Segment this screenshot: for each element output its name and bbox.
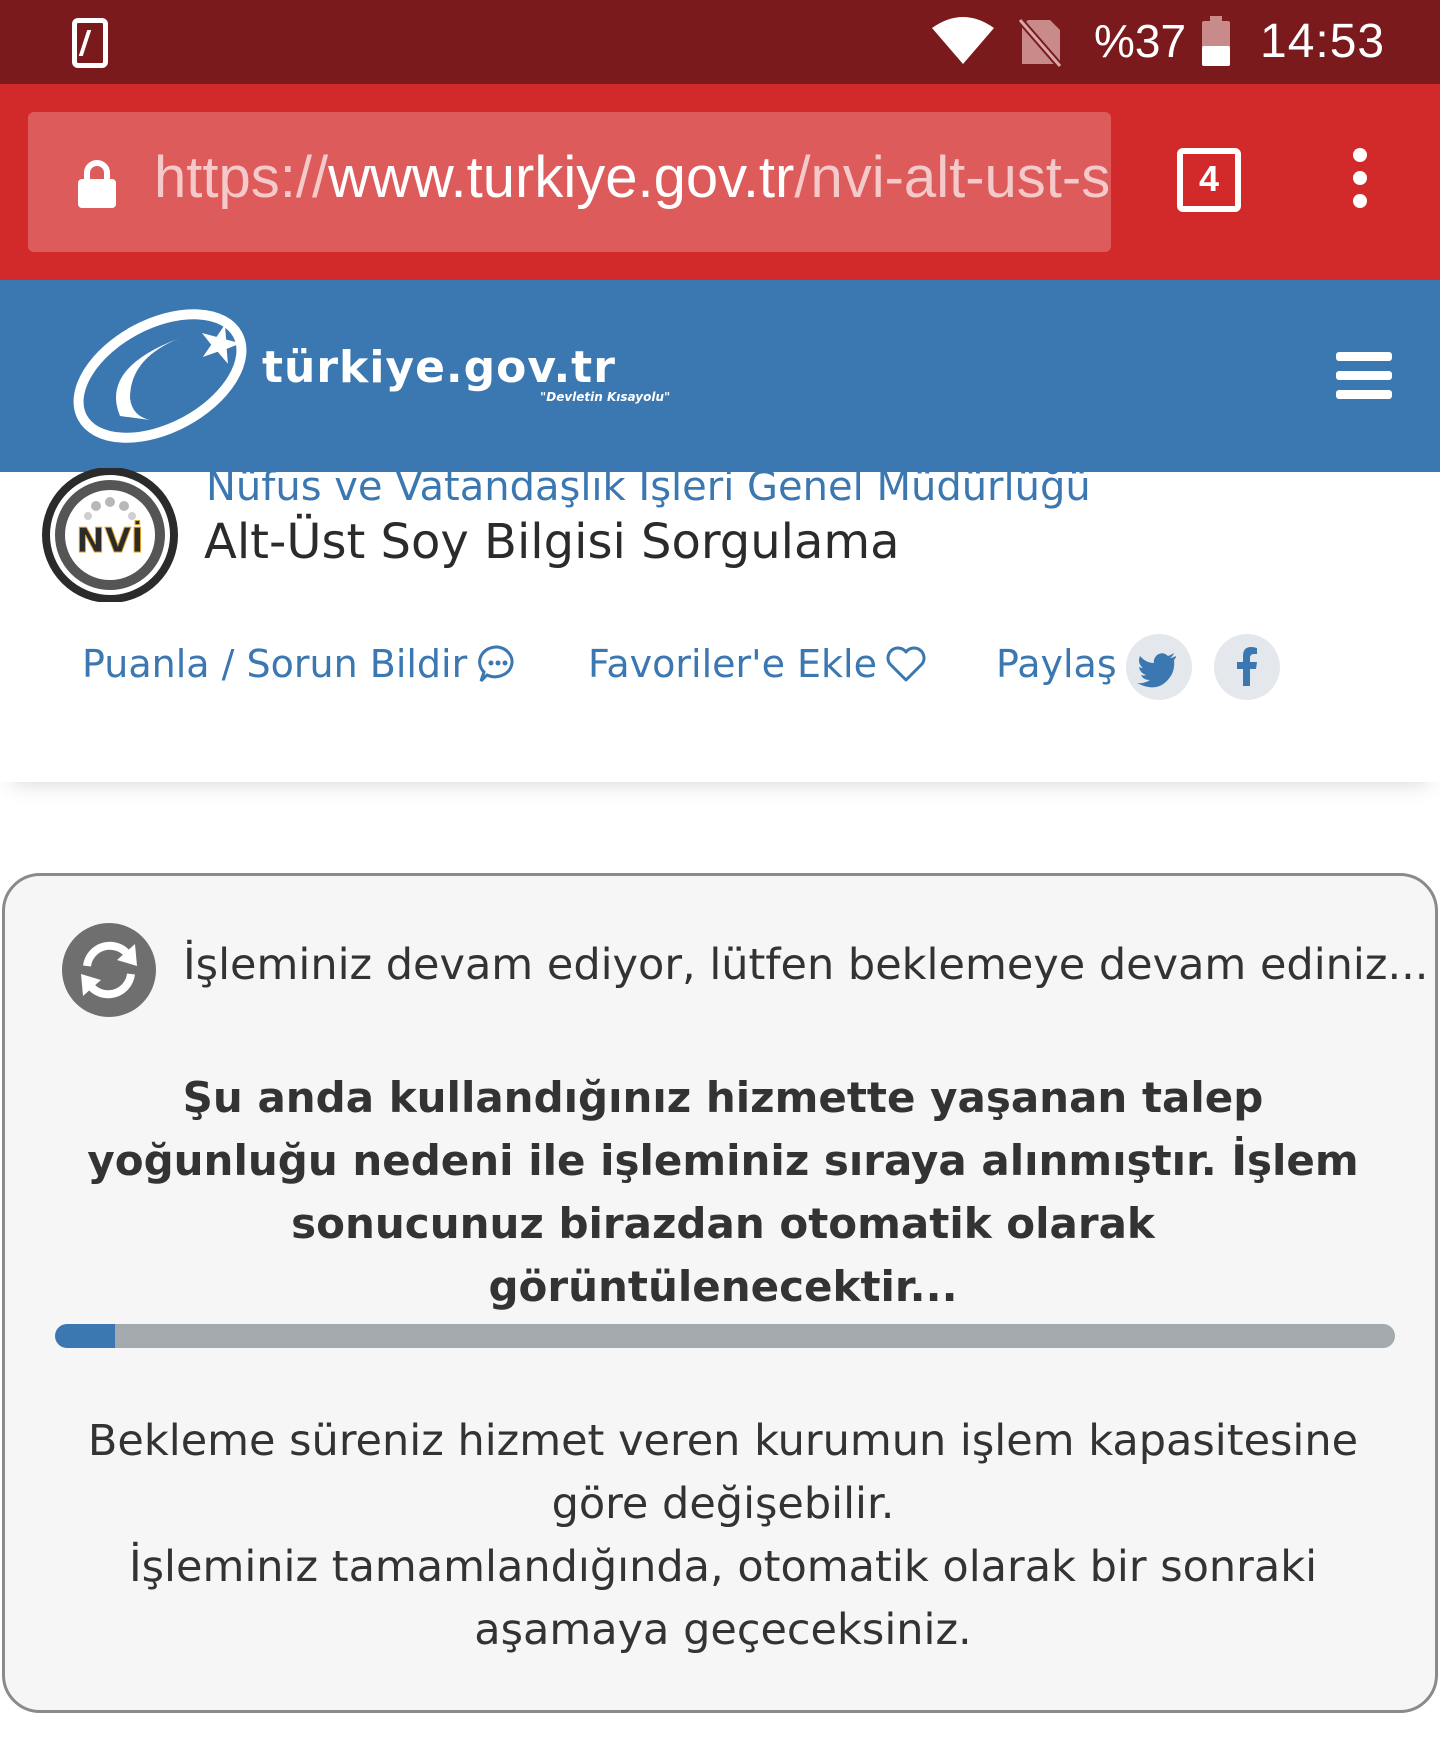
refresh-icon [61, 922, 157, 1018]
site-tagline: "Devletin Kısayolu" [540, 390, 671, 404]
service-header [0, 464, 1440, 782]
turkiye-gov-logo-icon[interactable] [60, 298, 260, 458]
battery-percent: %37 [1094, 15, 1187, 67]
service-actions [0, 642, 1440, 722]
facebook-icon [1214, 634, 1280, 700]
nvi-logo-text: NVİ [76, 521, 144, 561]
organization-link[interactable]: Nüfus ve Vatandaşlık İşleri Genel Müdürlüğü [206, 464, 1091, 510]
status-bar [0, 0, 1440, 84]
share-label: Paylaş [996, 642, 1117, 686]
wait-info-line: İşleminiz tamamlandığında, otomatik olarak bir sonraki [128, 1542, 1318, 1592]
add-favorite-label: Favoriler'e Ekle [588, 642, 877, 686]
url-text[interactable] [154, 144, 1110, 211]
wifi-icon [930, 14, 996, 66]
page-title: Alt-Üst Soy Bilgisi Sorgulama [204, 514, 900, 570]
url-host: www.turkiye.gov.tr [328, 145, 795, 210]
no-sim-icon [1016, 16, 1064, 68]
twitter-icon [1126, 634, 1192, 700]
rate-report-label: Puanla / Sorun Bildir [82, 642, 468, 686]
heart-icon [885, 645, 927, 683]
facebook-share-button[interactable] [1214, 634, 1280, 700]
wait-info-line: aşamaya geçeceksiniz. [474, 1605, 972, 1655]
wait-info-line: göre değişebilir. [551, 1479, 895, 1529]
nvi-logo-icon [38, 468, 182, 602]
hamburger-menu-icon[interactable] [1336, 352, 1392, 400]
lock-icon [78, 160, 116, 208]
overflow-menu-icon[interactable] [1340, 148, 1380, 218]
queue-status-card [2, 873, 1438, 1713]
add-favorite-link[interactable] [588, 642, 927, 686]
chat-bubble-icon [477, 643, 519, 685]
browser-toolbar [0, 84, 1440, 280]
progress-bar-fill [55, 1324, 115, 1348]
rate-report-link[interactable] [82, 642, 519, 686]
battery-icon [1202, 16, 1230, 66]
tab-switcher-button[interactable]: 4 [1177, 148, 1241, 212]
progress-status-text: İşleminiz devam ediyor, lütfen beklemeye devam ediniz... [183, 940, 1429, 990]
queue-message: Şu anda kullandığınız hizmette yaşanan talep yoğunluğu nedeni ile işleminiz sıraya alınmıştır. İşlem sonucunuz birazdan otomatik olarak görüntülenecektir... [87, 1073, 1359, 1311]
url-scheme: https:// [154, 145, 329, 210]
wait-info-line: Bekleme süreniz hizmet veren kurumun işlem kapasitesine [87, 1416, 1359, 1466]
twitter-share-button[interactable] [1126, 634, 1192, 700]
url-path: /nvi-alt-ust-s [794, 145, 1111, 210]
site-header [0, 280, 1440, 472]
clock: 14:53 [1260, 15, 1386, 68]
screen-orientation-icon [72, 18, 108, 68]
address-bar[interactable] [28, 112, 1111, 252]
site-name: türkiye.gov.tr [262, 342, 616, 393]
wait-info-text [65, 1410, 1381, 1662]
progress-bar [55, 1324, 1395, 1348]
